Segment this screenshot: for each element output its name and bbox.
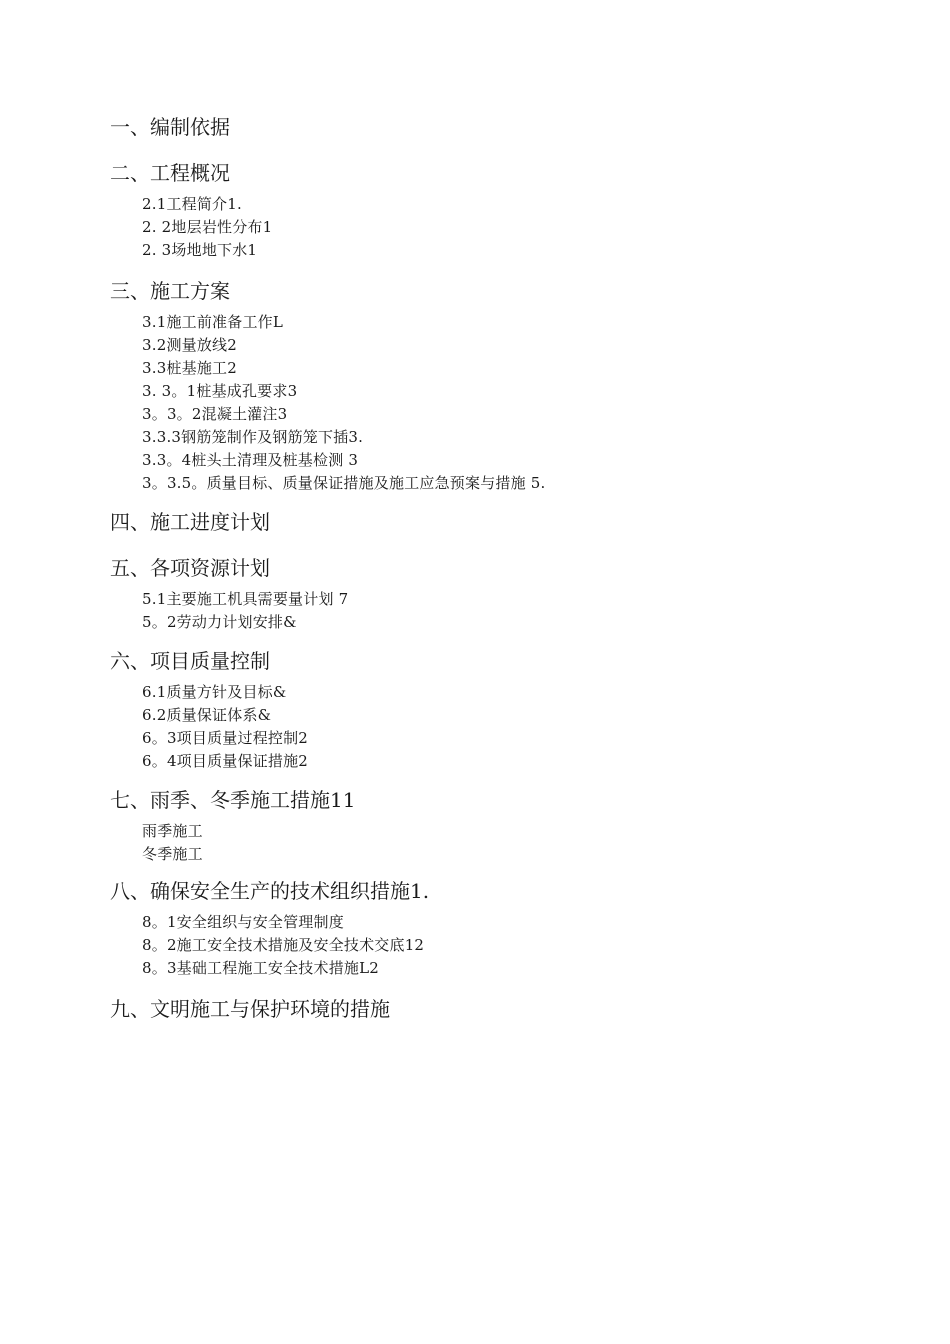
toc-section-1	[110, 112, 870, 142]
toc-section-8	[110, 876, 870, 980]
toc-section-5	[110, 553, 870, 634]
toc-subitem[interactable]: 6。4项目质量保证措施2	[142, 752, 309, 770]
toc-heading[interactable]: 二、工程概况	[110, 161, 230, 185]
toc-subitem[interactable]: 冬季施工	[142, 845, 203, 863]
toc-heading[interactable]: 四、施工进度计划	[110, 510, 270, 534]
toc-subitem[interactable]: 2. 3场地地下水1	[142, 241, 258, 259]
toc-subitems	[110, 311, 870, 495]
toc-subitem[interactable]: 3. 3。1桩基成孔要求3	[142, 382, 298, 400]
toc-subitem[interactable]: 3.3。4桩头土清理及桩基检测 3	[142, 451, 359, 469]
toc-subitem[interactable]: 雨季施工	[142, 822, 203, 840]
toc-subitems	[110, 588, 870, 634]
toc-subitems	[110, 681, 870, 773]
toc-subitem[interactable]: 3。3。2混凝土灌注3	[142, 405, 288, 423]
toc-subitem[interactable]: 6.2质量保证体系&	[142, 706, 272, 724]
toc-subitem[interactable]: 8。2施工安全技术措施及安全技术交底12	[142, 936, 425, 954]
toc-heading[interactable]: 三、施工方案	[110, 279, 230, 303]
toc-subitem[interactable]: 5.1主要施工机具需要量计划 7	[142, 590, 349, 608]
toc-subitems	[110, 820, 870, 866]
toc-heading[interactable]: 五、各项资源计划	[110, 556, 270, 580]
toc-heading[interactable]: 一、编制依据	[110, 115, 230, 139]
toc-section-2	[110, 158, 870, 262]
toc-subitem[interactable]: 5。2劳动力计划安排&	[142, 613, 297, 631]
toc-subitem[interactable]: 3.1施工前准备工作L	[142, 313, 284, 331]
toc-section-9	[110, 994, 870, 1024]
toc-section-4	[110, 507, 870, 537]
toc-heading[interactable]: 七、雨季、冬季施工措施11	[110, 788, 356, 812]
toc-subitem[interactable]: 3。3.5。质量目标、质量保证措施及施工应急预案与措施 5.	[142, 474, 546, 492]
table-of-contents	[110, 112, 870, 1024]
toc-subitem[interactable]: 3.3桩基施工2	[142, 359, 237, 377]
toc-subitem[interactable]: 2.1工程简介1.	[142, 195, 242, 213]
toc-section-3	[110, 276, 870, 495]
toc-subitem[interactable]: 3.2测量放线2	[142, 336, 237, 354]
toc-subitem[interactable]: 3.3.3钢筋笼制作及钢筋笼下插3.	[142, 428, 364, 446]
toc-heading[interactable]: 九、文明施工与保护环境的措施	[110, 997, 390, 1021]
toc-subitem[interactable]: 8。1安全组织与安全管理制度	[142, 913, 344, 931]
toc-heading[interactable]: 八、确保安全生产的技术组织措施1.	[110, 879, 430, 903]
toc-subitem[interactable]: 2. 2地层岩性分布1	[142, 218, 273, 236]
toc-subitems	[110, 193, 870, 262]
toc-subitem[interactable]: 6.1质量方针及目标&	[142, 683, 287, 701]
toc-heading[interactable]: 六、项目质量控制	[110, 649, 270, 673]
toc-subitem[interactable]: 8。3基础工程施工安全技术措施L2	[142, 959, 379, 977]
toc-section-6	[110, 646, 870, 773]
toc-subitems	[110, 911, 870, 980]
toc-section-7	[110, 785, 870, 866]
toc-subitem[interactable]: 6。3项目质量过程控制2	[142, 729, 309, 747]
